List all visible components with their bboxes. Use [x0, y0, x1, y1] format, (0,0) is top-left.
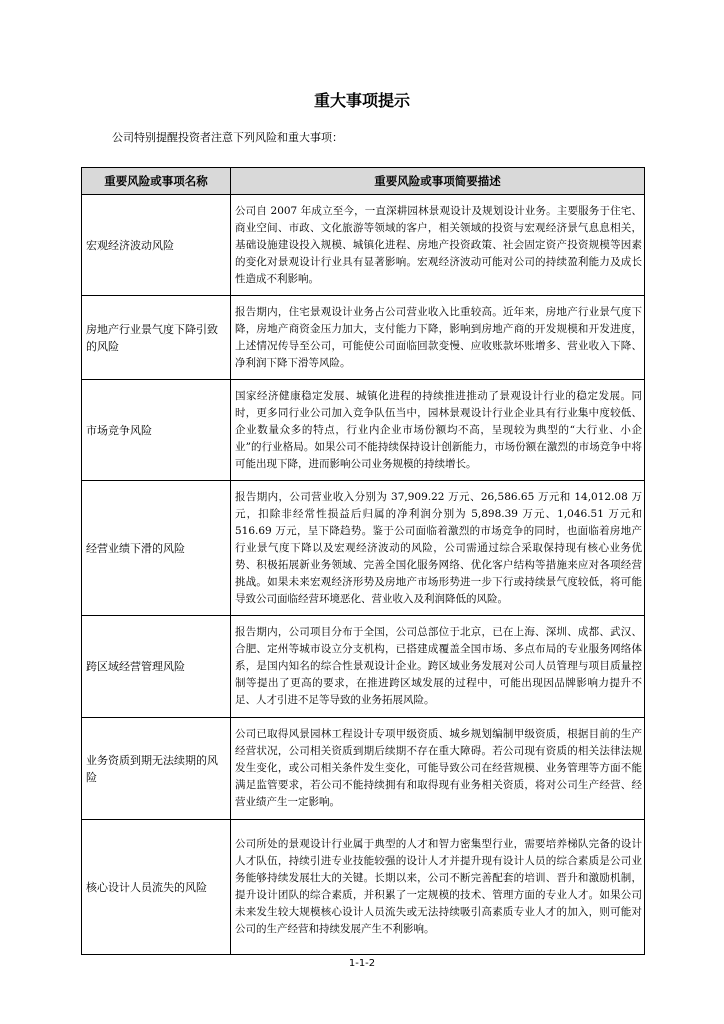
risk-desc: 报告期内，公司项目分布于全国，公司总部位于北京，已在上海、深圳、成都、武汉、合肥、定州等城市设立分支机构，已搭建成覆盖全国市场、多点布局的专业服务网络体系，是国内知名的综合性景观设计企业。跨区域业务发展对公司人员管理与项目质量控制等提出了更高的要求，在推进跨区域发展的过程中，可能出现因品牌影响力提升不足、人才引进不足等导致的业务拓展风险。: [231, 616, 645, 718]
risk-name: 业务资质到期无法续期的风险: [82, 718, 231, 820]
risk-name: 核心设计人员流失的风险: [82, 820, 231, 955]
risk-table: [81, 167, 645, 955]
table-header-row: [82, 168, 645, 195]
table-row: [82, 380, 645, 481]
table-row: [82, 820, 645, 955]
header-risk-desc: 重要风险或事项简要描述: [231, 168, 645, 195]
intro-text: 公司特别提醒投资者注意下列风险和重大事项：: [112, 131, 343, 144]
risk-name: 跨区域经营管理风险: [82, 616, 231, 718]
header-risk-name: 重要风险或事项名称: [82, 168, 231, 195]
risk-desc: 报告期内，公司营业收入分别为 37,909.22 万元、26,586.65 万元和 14,012.08 万元，扣除非经常性损益后归属的净利润分别为 5,898.39 万元、1,046.51 万元和 516.69 万元，呈下降趋势。鉴于公司面临着激烈的市场竞争的同时，也面临着房地产行业景气度下降以及宏观经济波动的风险，公司需通过综合采取保持现有核心业务优势、积极拓展新业务领域、完善全国化服务网络、优化客户结构等措施来应对各项经营挑战。如果未来宏观经济形势及房地产市场形势进一步下行或持续景气度较低，将可能导致公司面临经营环境恶化、营业收入及利润降低的风险。: [231, 481, 645, 616]
table-row: [82, 296, 645, 380]
risk-desc: 报告期内，住宅景观设计业务占公司营业收入比重较高。近年来，房地产行业景气度下降，房地产商资金压力加大，支付能力下降，影响到房地产商的开发规模和开发进度，上述情况传导至公司，可能使公司面临回款变慢、应收账款坏账增多、营业收入下降、净利润下降下滑等风险。: [231, 296, 645, 380]
risk-name: 经营业绩下滑的风险: [82, 481, 231, 616]
table-row: [82, 616, 645, 718]
table-row: [82, 718, 645, 820]
risk-name: 房地产行业景气度下降引致的风险: [82, 296, 231, 380]
risk-desc: 公司自 2007 年成立至今，一直深耕园林景观设计及规划设计业务。主要服务于住宅、商业空间、市政、文化旅游等领域的客户，相关领域的投资与宏观经济景气息息相关，基础设施建设投入规模、城镇化进程、房地产投资政策、社会固定资产投资规模等因素的变化对景观设计行业具有显著影响。宏观经济波动可能对公司的持续盈利能力及成长性造成不利影响。: [231, 195, 645, 296]
page-number: 1-1-2: [348, 958, 376, 969]
table-row: [82, 195, 645, 296]
risk-desc: 公司所处的景观设计行业属于典型的人才和智力密集型行业，需要培养梯队完备的设计人才队伍，持续引进专业技能较强的设计人才并提升现有设计人员的综合素质是公司业务能够持续发展壮大的关键。长期以来，公司不断完善配套的培训、晋升和激励机制，提升设计团队的综合素质，并积累了一定规模的技术、管理方面的专业人才。如果公司未来发生较大规模核心设计人员流失或无法持续吸引高素质专业人才的加入，则可能对公司的生产经营和持续发展产生不利影响。: [231, 820, 645, 955]
risk-desc: 公司已取得风景园林工程设计专项甲级资质、城乡规划编制甲级资质，根据目前的生产经营状况，公司相关资质到期后续期不存在重大障碍。若公司现有资质的相关法律法规发生变化，或公司相关条件发生变化，可能导致公司在经营规模、业务管理等方面不能满足监管要求，若公司不能持续拥有和取得现有业务相关资质，将对公司生产经营、经营业绩产生一定影响。: [231, 718, 645, 820]
risk-name: 宏观经济波动风险: [82, 195, 231, 296]
table-row: [82, 481, 645, 616]
risk-desc: 国家经济健康稳定发展、城镇化进程的持续推进推动了景观设计行业的稳定发展。同时，更多同行业公司加入竞争队伍当中，园林景观设计行业企业具有行业集中度较低、企业数量众多的特点，行业内企业市场份额均不高，呈现较为典型的“大行业、小企业”的行业格局。如果公司不能持续保持设计创新能力，市场份额在激烈的市场竞争中将可能出现下降，进而影响公司业务规模的持续增长。: [231, 380, 645, 481]
risk-name: 市场竞争风险: [82, 380, 231, 481]
page-title: 重大事项提示: [313, 91, 410, 110]
